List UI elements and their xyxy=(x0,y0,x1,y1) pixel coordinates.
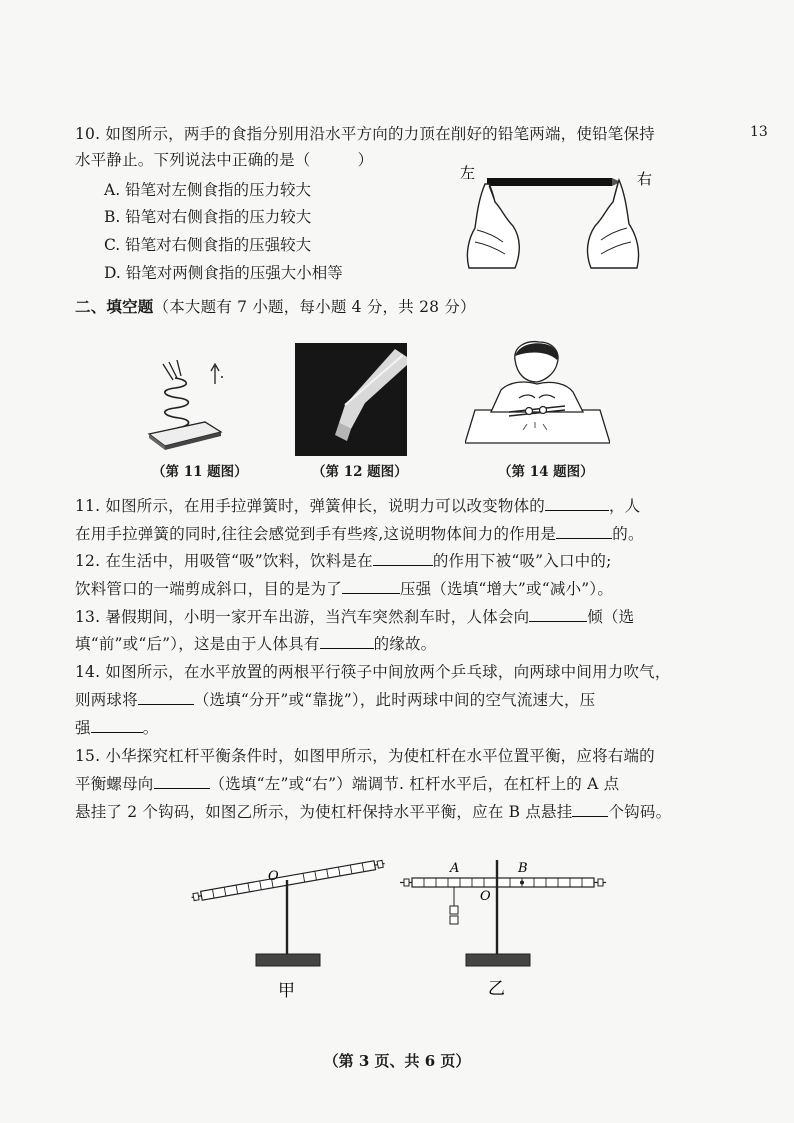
q10-line2: 水平静止。下列说法中正确的是（ ） xyxy=(75,151,374,169)
q10-option-b: B. 铅笔对右侧食指的压力较大 xyxy=(104,208,312,226)
caption-fig11: （第 11 题图） xyxy=(152,464,248,480)
lever-bar xyxy=(412,878,594,887)
q13-line2 xyxy=(75,634,436,654)
q15-line3 xyxy=(75,802,671,822)
q11-text: 11. 如图所示，在用手拉弹簧时，弹簧伸长，说明力可以改变物体的 xyxy=(75,497,545,515)
q15-blank-1[interactable] xyxy=(154,774,210,789)
fig14-blowing xyxy=(465,340,610,445)
label-jia: 甲 xyxy=(278,981,295,1000)
pencil xyxy=(487,178,612,186)
q12-line1 xyxy=(75,551,612,571)
q11-text: 的。 xyxy=(612,525,644,543)
q13-text: 填“前”或“后”），这是由于人体具有 xyxy=(75,635,320,653)
q14-blank-2[interactable] xyxy=(91,718,143,733)
q15-text: 悬挂了 2 个钩码，如图乙所示，为使杠杆保持水平平衡，应在 B 点悬挂 xyxy=(75,803,573,821)
ping-pong-ball xyxy=(540,407,547,414)
q11-line2 xyxy=(75,524,644,544)
q12-text: 的作用下被“吸”入口中的; xyxy=(432,552,612,570)
q10-line1: 10. 如图所示，两手的食指分别用沿水平方向的力顶在削好的铅笔两端，使铅笔保持 xyxy=(75,125,655,143)
q10-pencil-figure xyxy=(455,158,655,278)
q13-text: 13. 暑假期间，小明一家开车出游，当汽车突然刹车时，人体会向 xyxy=(75,608,530,626)
q14-line3 xyxy=(75,718,158,738)
label-right: 右 xyxy=(637,170,653,188)
q13-blank-1[interactable] xyxy=(529,607,587,622)
q15-text: （选填“左”或“右”）端调节. 杠杆水平后，在杠杆上的 A 点 xyxy=(209,775,620,793)
section2-note: （本大题有 7 小题，每小题 4 分，共 28 分） xyxy=(153,298,476,316)
q13-text: 的缘故。 xyxy=(373,635,437,653)
q10-option-d: D. 铅笔对两侧食指的压强大小相等 xyxy=(104,264,343,282)
up-arrow-icon xyxy=(211,364,219,384)
label-o: O xyxy=(480,889,491,904)
q12-text: 饮料管口的一端剪成斜口，目的是为了 xyxy=(75,580,342,598)
q13-blank-2[interactable] xyxy=(320,634,374,649)
q14-text: 。 xyxy=(142,719,159,737)
q15-text: 平衡螺母向 xyxy=(75,775,154,793)
q11-blank-2[interactable] xyxy=(556,524,612,539)
q14-text: （选填“分开”或“靠拢”），此时两球中间的空气流速大，压 xyxy=(193,691,596,709)
q14-text: 则两球将 xyxy=(75,691,138,709)
hook-weight xyxy=(450,906,458,914)
point-b xyxy=(520,881,524,885)
q12-line2 xyxy=(75,579,613,599)
table xyxy=(465,410,610,443)
label-yi: 乙 xyxy=(488,979,505,999)
q11-text: ，人 xyxy=(608,497,641,515)
q12-blank-2[interactable] xyxy=(342,579,400,594)
q15-blank-2[interactable] xyxy=(572,802,608,817)
page-footer: （第 3 页、共 6 页） xyxy=(323,1052,471,1070)
q11-text: 在用手拉弹簧的同时,往往会感觉到手有些疼,这说明物体间力的作用是 xyxy=(75,525,557,543)
stand-base xyxy=(256,954,320,966)
section2-heading xyxy=(75,297,476,317)
fig11-spring xyxy=(145,352,235,452)
label-left: 左 xyxy=(460,164,476,182)
right-hand xyxy=(588,180,639,268)
q12-blank-1[interactable] xyxy=(373,551,433,566)
section2-title: 二、填空题 xyxy=(75,297,154,316)
label-a: A xyxy=(450,861,460,876)
q14-text: 强 xyxy=(75,719,91,737)
label-b: B xyxy=(518,861,528,876)
q14-blank-1[interactable] xyxy=(138,690,194,705)
fig12-straw xyxy=(295,343,407,456)
ping-pong-ball xyxy=(526,408,533,415)
stand-base xyxy=(466,954,530,966)
q15-text: 个钩码。 xyxy=(608,803,672,821)
q15-line2 xyxy=(75,774,619,794)
corner-mark: 13 xyxy=(750,124,768,140)
q15-line1: 15. 小华探究杠杆平衡条件时，如图甲所示，为使杠杆在水平位置平衡，应将右端的 xyxy=(75,747,655,765)
q13-text: 倾（选 xyxy=(587,608,635,626)
fig-lever-yi xyxy=(398,850,608,1000)
label-o: O xyxy=(268,869,279,884)
q10-option-a: A. 铅笔对左侧食指的压力较大 xyxy=(104,181,312,199)
q11-line1 xyxy=(75,496,640,516)
caption-fig14: （第 14 题图） xyxy=(498,464,594,480)
fig-lever-jia xyxy=(188,850,388,1000)
q14-line2 xyxy=(75,690,595,710)
q13-line1 xyxy=(75,607,634,627)
caption-fig12: （第 12 题图） xyxy=(312,464,408,480)
q11-blank-1[interactable] xyxy=(545,496,609,511)
q12-text: 压强（选填“增大”或“减小”）。 xyxy=(399,580,614,598)
q10-option-c: C. 铅笔对右侧食指的压强较大 xyxy=(104,236,312,254)
q12-text: 12. 在生活中，用吸管“吸”饮料，饮料是在 xyxy=(75,552,373,570)
hook-weight xyxy=(450,916,458,924)
q14-line1: 14. 如图所示，在水平放置的两根平行筷子中间放两个乒乓球，向两球中间用力吹气， xyxy=(75,663,671,681)
